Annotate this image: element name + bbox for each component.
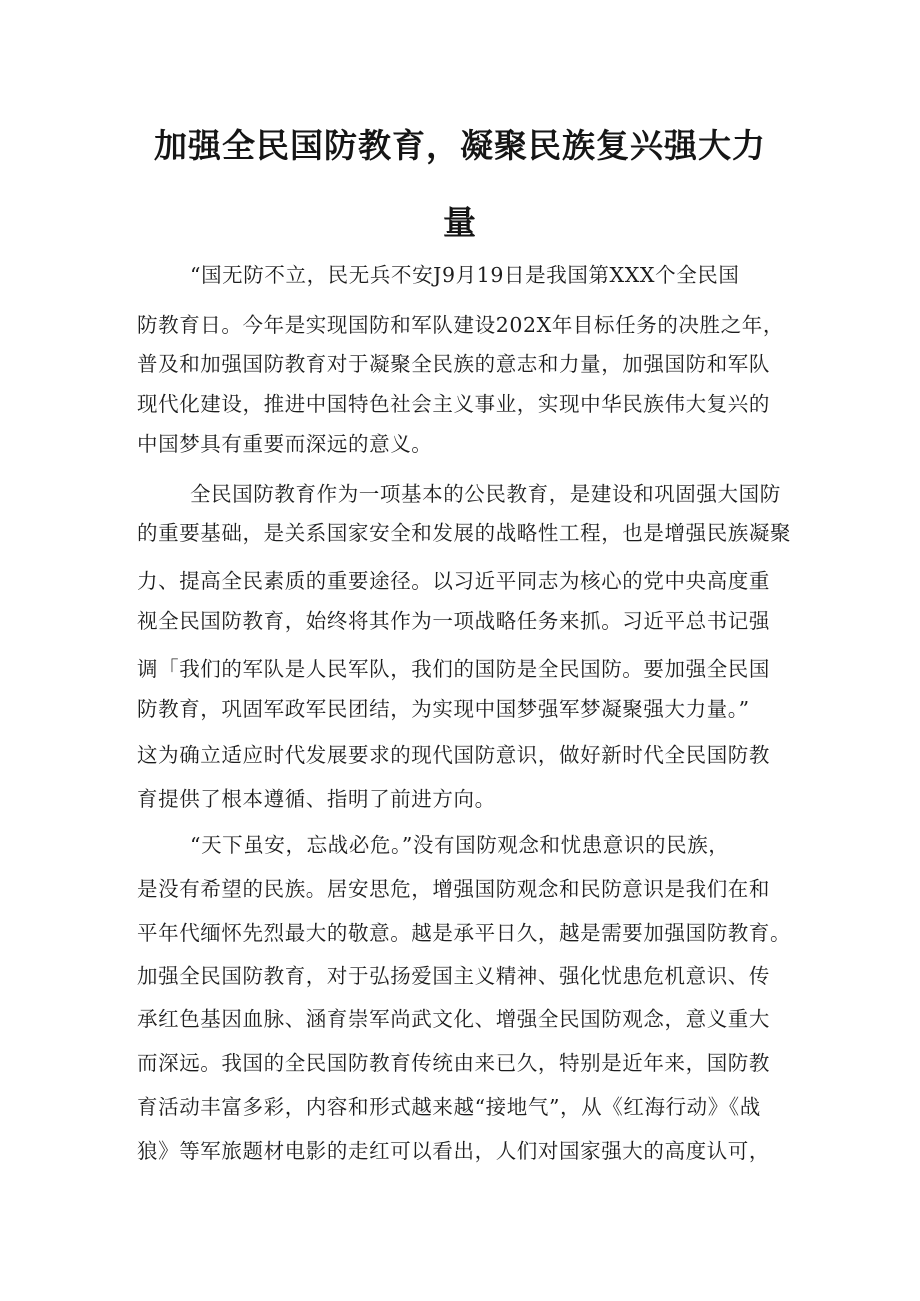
paragraph-line: 现代化建设，推进中国特色社会主义事业，实现中华民族伟大复兴的 (137, 392, 770, 416)
paragraph-line: 承红色基因血脉、涵育崇军尚武文化、增强全民国防观念，意义重大 (137, 1007, 770, 1031)
paragraph-line: 狼》等军旅题材电影的走红可以看出，人们对国家强大的高度认可， (137, 1139, 770, 1163)
paragraph-line: 力、提高全民素质的重要途径。以习近平同志为核心的党中央高度重 (137, 569, 770, 593)
paragraph-line: 育提供了根本遵循、指明了前进方向。 (137, 787, 496, 811)
paragraph-line: 防教育，巩固军政军民团结，为实现中国梦强军梦凝聚强大力量。” (137, 697, 750, 721)
paragraph-line: 这为确立适应时代发展要求的现代国防意识，做好新时代全民国防教 (137, 743, 770, 767)
paragraph-line: 普及和加强国防教育对于凝聚全民族的意志和力量，加强国防和军队 (137, 352, 770, 376)
paragraph-line: 视全民国防教育，始终将其作为一项战略任务来抓。习近平总书记强 (137, 609, 770, 633)
paragraph-line: 中国梦具有重要而深远的意义。 (137, 432, 433, 456)
paragraph-line: “天下虽安，忘战必危。”没有国防观念和忧患意识的民族， (190, 833, 730, 857)
paragraph-line: 的重要基础，是关系国家安全和发展的战略性工程，也是增强民族凝聚 (137, 521, 792, 545)
paragraph-line: 平年代缅怀先烈最大的敬意。越是承平日久，越是需要加强国防教育。 (137, 921, 792, 945)
paragraph-line: 调「我们的军队是人民军队，我们的国防是全民国防。要加强全民国 (137, 657, 770, 681)
paragraph-line: 育活动丰富多彩，内容和形式越来越“接地气”，从《红海行动》《战 (137, 1095, 761, 1119)
paragraph-line: 防教育日。今年是实现国防和军队建设202X年目标任务的决胜之年， (137, 313, 784, 337)
paragraph-line: 加强全民国防教育，对于弘扬爱国主义精神、强化忧患危机意识、传 (137, 964, 770, 988)
paragraph-line: 而深远。我国的全民国防教育传统由来已久，特别是近年来，国防教 (137, 1051, 770, 1075)
document-title-line-1: 加强全民国防教育，凝聚民族复兴强大力 (154, 126, 766, 165)
paragraph-line: 全民国防教育作为一项基本的公民教育，是建设和巩固强大国防 (190, 482, 781, 506)
paragraph-line: 是没有希望的民族。居安思危，增强国防观念和民防意识是我们在和 (137, 877, 770, 901)
paragraph-line: “国无防不立，民无兵不安J9月19日是我国第XXX个全民国 (190, 263, 740, 287)
document-title-line-2: 量 (443, 203, 477, 242)
